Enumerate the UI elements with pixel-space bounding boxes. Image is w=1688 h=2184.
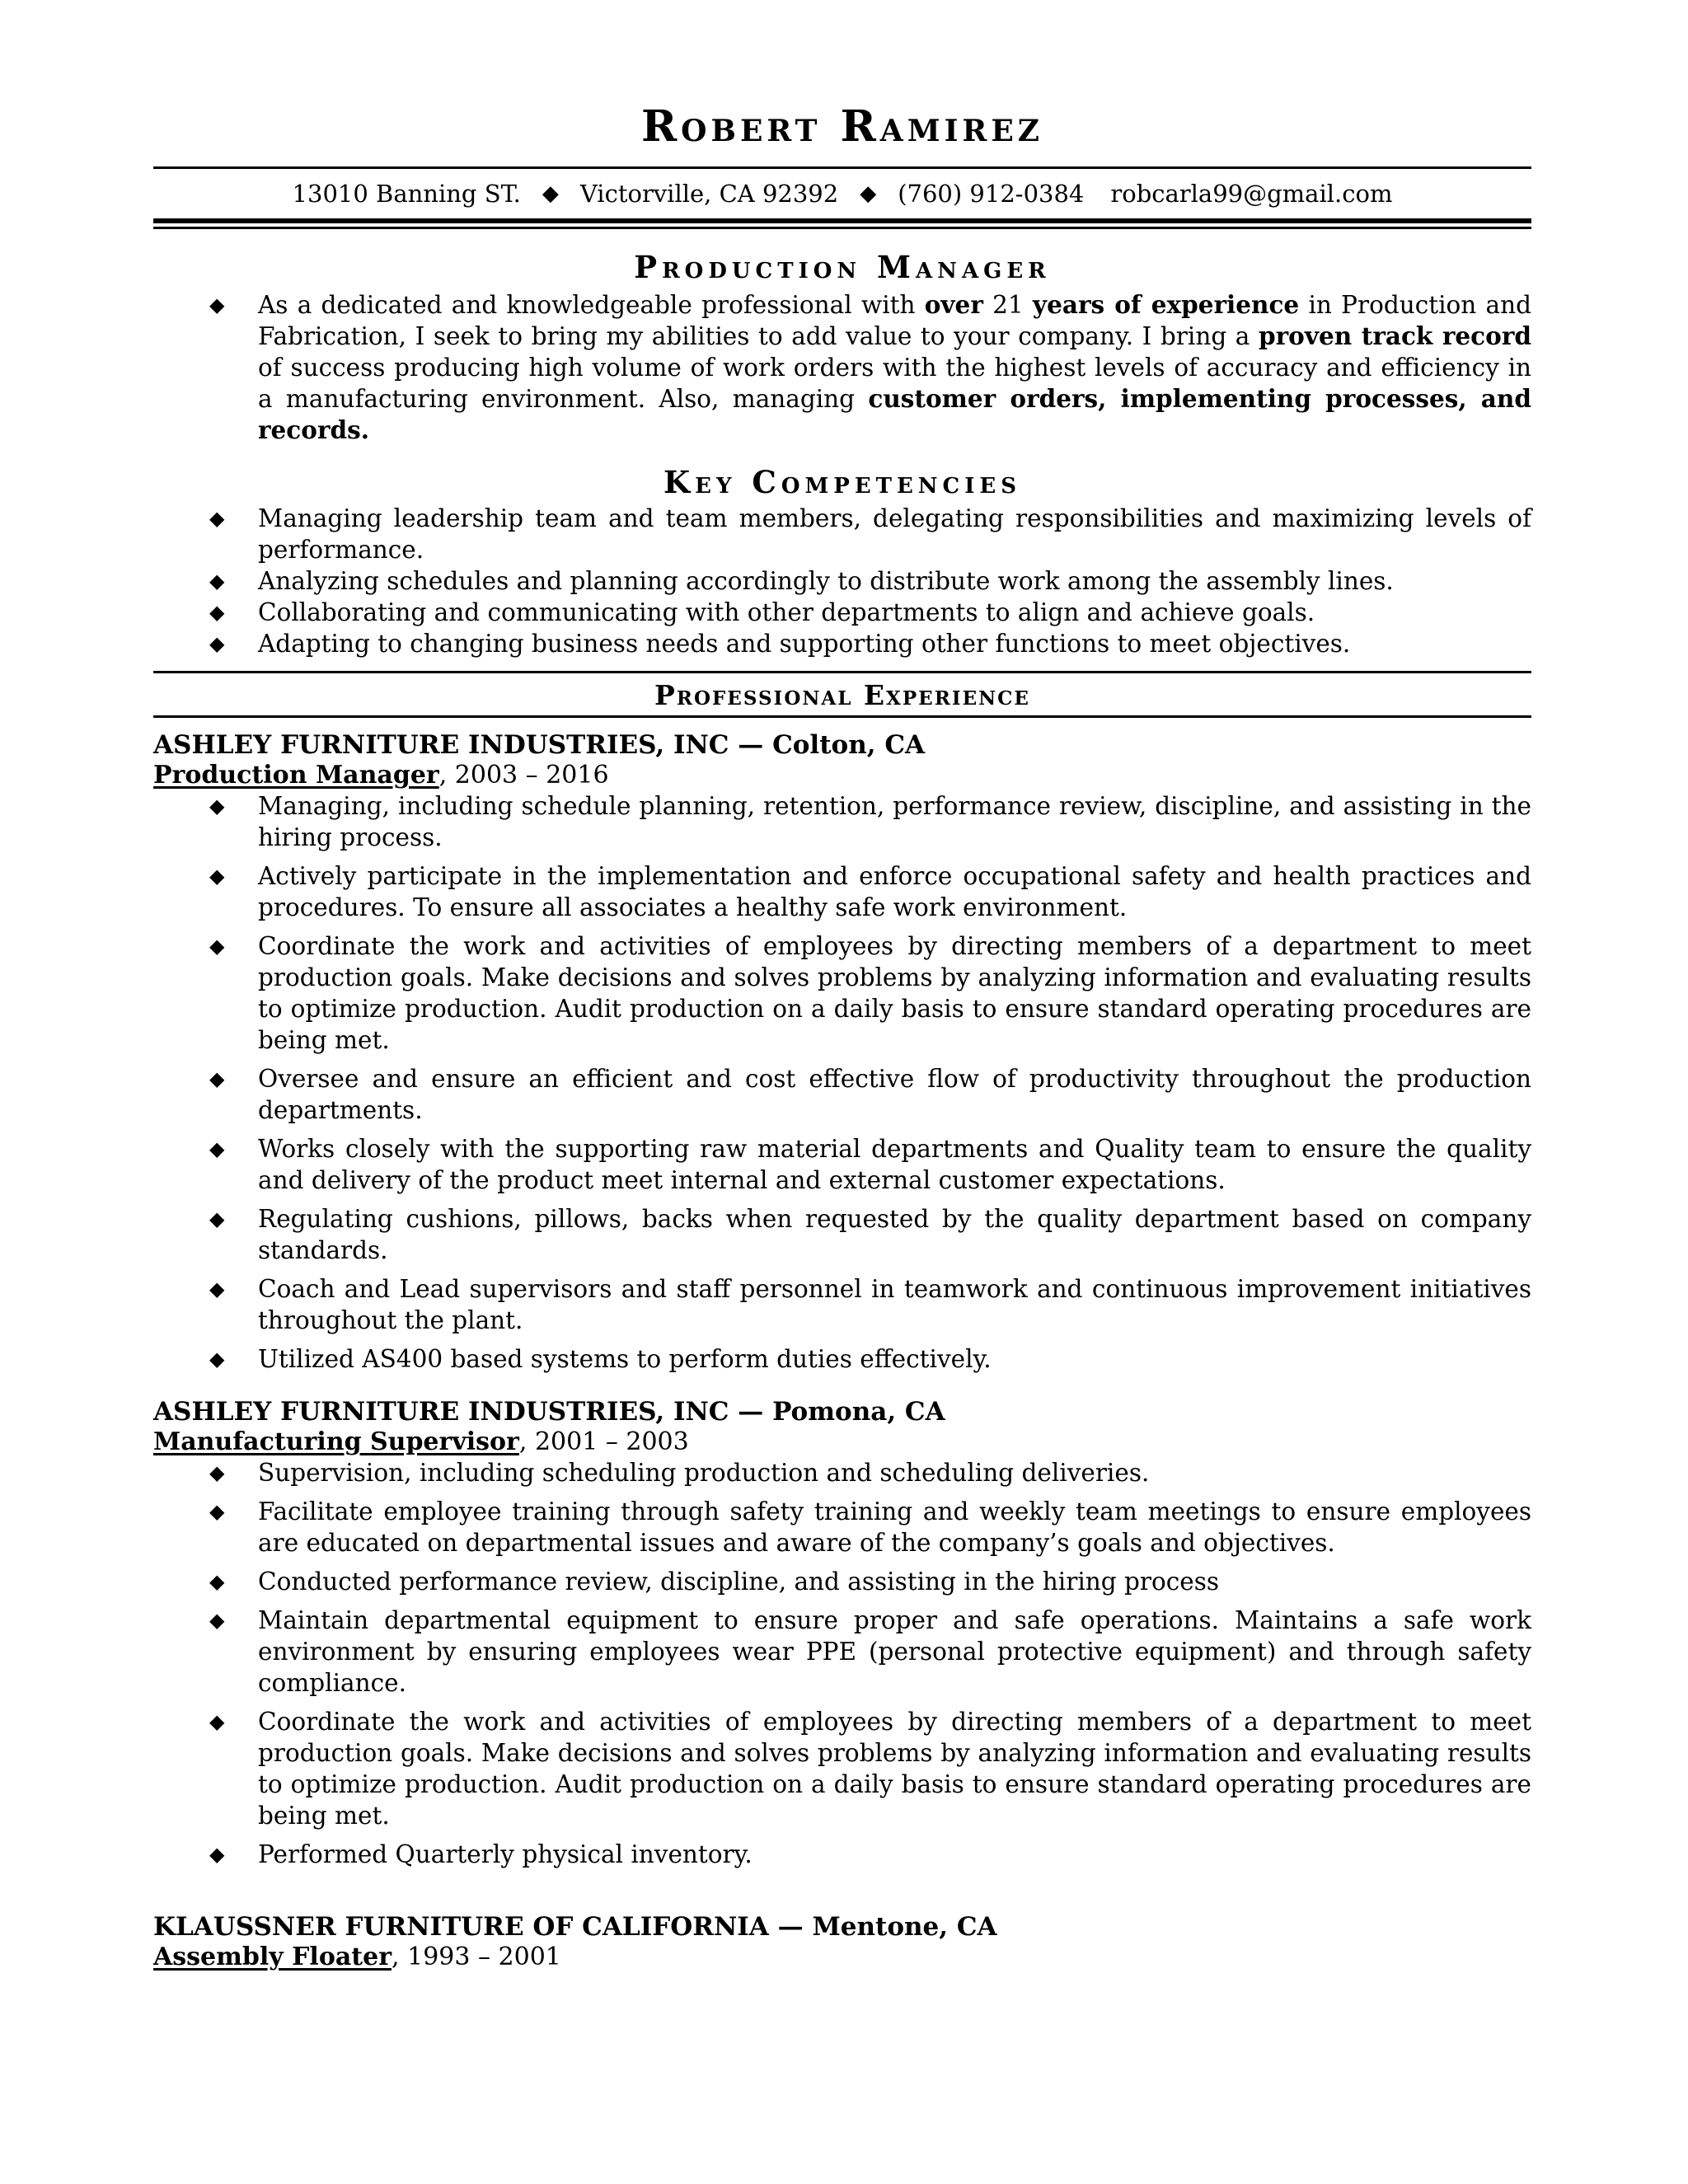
list-item: ◆ Performed Quarterly physical inventory. (209, 1840, 753, 1868)
diamond-bullet-icon: ◆ (209, 1137, 225, 1160)
resume-content (153, 89, 1531, 1972)
list-item: ◆ Maintain departmental equipment to ensure proper and safe operations. Maintains a safe work environment by ensuring employees wear PPE (personal protective equipment) and through safety compliance. (209, 1606, 1531, 1697)
job-title: Production Manager (153, 761, 439, 790)
diamond-bullet-icon: ◆ (209, 935, 225, 958)
contact-line (153, 169, 1531, 218)
job-company: ASHLEY FURNITURE INDUSTRIES, INC — Pomona, CA (153, 1397, 945, 1427)
list-item: ◆ Actively participate in the implementation and enforce occupational safety and health practices and procedures. To ensure all associates a healthy safe work environment. (209, 862, 1531, 921)
job-role (153, 761, 1531, 790)
diamond-separator-icon: ◆ (542, 181, 559, 206)
diamond-bullet-icon: ◆ (209, 1207, 225, 1230)
diamond-bullet-icon: ◆ (209, 1461, 225, 1484)
job-dates: , 2001 – 2003 (518, 1427, 689, 1456)
competencies-list (153, 503, 1531, 659)
diamond-bullet-icon: ◆ (209, 1347, 225, 1371)
list-item: ◆ Collaborating and communicating with other departments to align and achieve goals. (209, 598, 1315, 626)
diamond-separator-icon: ◆ (860, 181, 877, 206)
list-item: ◆ Managing leadership team and team members, delegating responsibilities and maximizing levels of performance. (209, 504, 1531, 564)
list-item: ◆ Conducted performance review, discipline, and assisting in the hiring process (209, 1568, 1220, 1596)
diamond-bullet-icon: ◆ (209, 632, 225, 655)
job-title: Manufacturing Supervisor (153, 1427, 519, 1456)
list-item: ◆ Coordinate the work and activities of employees by directing members of a department to meet production goals. Make decisions and solves problems by analyzing information and evaluating results to optimize production. Audit production on a daily basis to ensure standard operating procedures are being met. (209, 932, 1531, 1054)
job-role (153, 1943, 1531, 1972)
diamond-bullet-icon: ◆ (209, 1500, 225, 1523)
job-dates: , 2003 – 2016 (438, 761, 609, 790)
diamond-bullet-icon: ◆ (209, 601, 225, 624)
summary-paragraph: ◆ As a dedicated and knowledgeable professional with over 21 years of experience in Production and Fabrication, I seek to bring my abilities to add value to your company. I bring a proven track record of success producing high volume of work orders with the highest levels of accuracy and efficiency in a manufacturing environment. Also, managing customer orders, implementing processes, and records. (209, 290, 1532, 444)
contact-email: robcarla99@gmail.com (1110, 179, 1393, 208)
list-item: ◆ Coordinate the work and activities of employees by directing members of a department to meet production goals. Make decisions and solves problems by analyzing information and evaluating results to optimize production. Audit production on a daily basis to ensure standard operating procedures are being met. (209, 1708, 1531, 1830)
diamond-bullet-icon: ◆ (209, 1843, 225, 1866)
diamond-bullet-icon: ◆ (209, 1609, 225, 1632)
diamond-bullet-icon: ◆ (209, 507, 225, 530)
candidate-name: Robert Ramirez (640, 101, 1044, 152)
diamond-bullet-icon: ◆ (209, 1570, 225, 1593)
experience-title: Professional Experience (654, 679, 1030, 711)
summary-list (153, 289, 1531, 446)
job-company: ASHLEY FURNITURE INDUSTRIES, INC — Colton, CA (153, 730, 926, 760)
job-company: KLAUSSNER FURNITURE OF CALIFORNIA — Mentone, CA (153, 1912, 997, 1942)
experience-rule-bottom (153, 715, 1531, 718)
diamond-bullet-icon: ◆ (209, 1067, 225, 1090)
competencies-title: Key Competencies (663, 464, 1022, 500)
job-role (153, 1427, 1531, 1457)
contact-city: Victorville, CA 92392 (579, 179, 839, 208)
job-bullets (153, 790, 1531, 1375)
diamond-bullet-icon: ◆ (209, 293, 225, 316)
diamond-bullet-icon: ◆ (209, 1277, 225, 1301)
diamond-bullet-icon: ◆ (209, 794, 225, 818)
diamond-bullet-icon: ◆ (209, 1710, 225, 1733)
header-rule-double (153, 218, 1531, 229)
summary-title: Production Manager (634, 249, 1051, 285)
list-item: ◆ Oversee and ensure an efficient and cost effective flow of productivity throughout the production departments. (209, 1065, 1531, 1124)
diamond-bullet-icon: ◆ (209, 865, 225, 888)
list-item: ◆ Works closely with the supporting raw material departments and Quality team to ensure the quality and delivery of the product meet internal and external customer expectations. (209, 1135, 1531, 1194)
diamond-bullet-icon: ◆ (209, 569, 225, 593)
list-item: ◆ Coach and Lead supervisors and staff personnel in teamwork and continuous improvement initiatives throughout the plant. (209, 1275, 1531, 1334)
list-item: ◆ Managing, including schedule planning, retention, performance review, discipline, and assisting in the hiring process. (209, 792, 1531, 851)
contact-address: 13010 Banning ST. (292, 179, 521, 208)
list-item: ◆ Regulating cushions, pillows, backs when requested by the quality department based on company standards. (209, 1205, 1531, 1264)
contact-phone: (760) 912-0384 (898, 179, 1085, 208)
job-bullets (153, 1457, 1531, 1870)
list-item: ◆ Facilitate employee training through safety training and weekly team meetings to ensure employees are educated on departmental issues and aware of the company’s goals and objectives. (209, 1497, 1531, 1557)
list-item: ◆ Utilized AS400 based systems to perform duties effectively. (209, 1345, 992, 1373)
list-item: ◆ Supervision, including scheduling production and scheduling deliveries. (209, 1459, 1150, 1487)
job-dates: , 1993 – 2001 (392, 1943, 561, 1971)
job-title: Assembly Floater (153, 1943, 392, 1971)
list-item: ◆ Adapting to changing business needs and supporting other functions to meet objectives. (209, 630, 1351, 658)
list-item: ◆ Analyzing schedules and planning accordingly to distribute work among the assembly lines. (209, 567, 1394, 595)
